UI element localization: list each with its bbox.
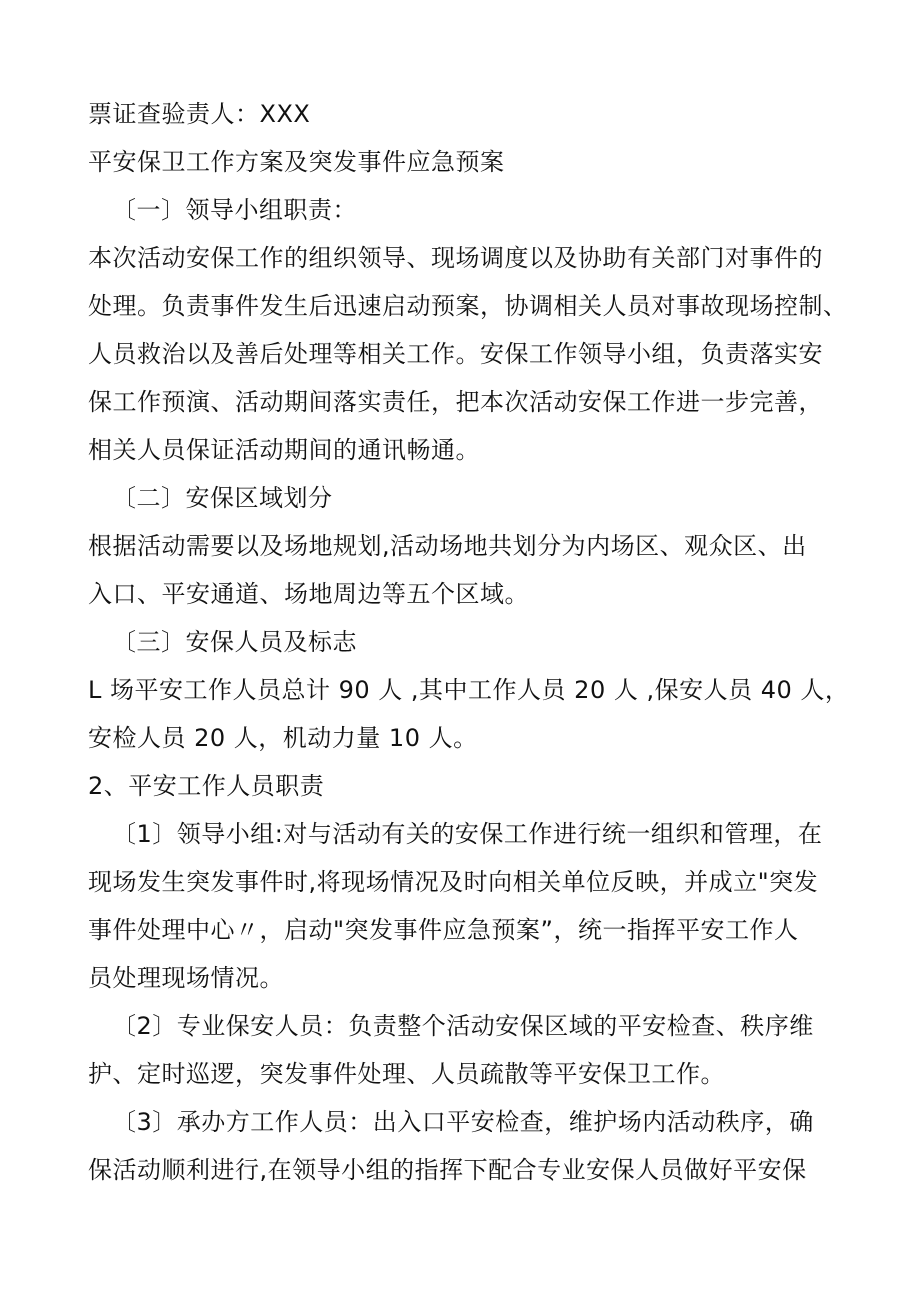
plan-title: 平安保卫工作方案及突发事件应急预案	[88, 148, 505, 176]
paragraph-line: 根据活动需要以及场地规划,活动场地共划分为内场区、观众区、出	[88, 532, 807, 560]
paragraph-line: 本次活动安保工作的组织领导、现场调度以及协助有关部门对事件的	[88, 244, 823, 272]
paragraph-line: 事件处理中心〃，启动"突发事件应急预案”，统一指挥平安工作人	[88, 916, 799, 944]
section-heading-zones: 〔二〕安保区域划分	[112, 484, 333, 512]
paragraph-line: 现场发生突发事件时,将现场情况及时向相关单位反映，并成立"突发	[88, 868, 819, 896]
paragraph-line: L 场平安工作人员总计 90 人 ,其中工作人员 20 人 ,保安人员 40 人，	[88, 676, 850, 704]
paragraph-line: 保工作预演、活动期间落实责任，把本次活动安保工作进一步完善，	[88, 388, 823, 416]
paragraph-line: 员处理现场情况。	[88, 964, 284, 992]
paragraph-line: 护、定时巡逻，突发事件处理、人员疏散等平安保卫工作。	[88, 1060, 725, 1088]
paragraph-line: 〔1〕领导小组:对与活动有关的安保工作进行统一组织和管理，在	[112, 820, 823, 848]
section-heading-duties: 2、平安工作人员职责	[88, 772, 325, 800]
paragraph-line: 〔2〕专业保安人员：负责整个活动安保区域的平安检查、秩序维	[112, 1012, 814, 1040]
paragraph-line: 入口、平安通道、场地周边等五个区域。	[88, 580, 529, 608]
paragraph-line: 相关人员保证活动期间的通讯畅通。	[88, 436, 480, 464]
paragraph-line: 保活动顺利进行,在领导小组的指挥下配合专业安保人员做好平安保	[88, 1156, 807, 1184]
ticket-inspector-line: 票证查验责人：XXX	[88, 100, 311, 128]
section-heading-leadership: 〔一〕领导小组职责：	[112, 196, 357, 224]
section-heading-personnel: 〔三〕安保人员及标志	[112, 628, 357, 656]
paragraph-line: 〔3〕承办方工作人员：出入口平安检查，维护场内活动秩序，确	[112, 1108, 814, 1136]
paragraph-line: 人员救治以及善后处理等相关工作。安保工作领导小组，负责落实安	[88, 340, 823, 368]
paragraph-line: 安检人员 20 人，机动力量 10 人。	[88, 724, 478, 752]
paragraph-line: 处理。负责事件发生后迅速启动预案，协调相关人员对事故现场控制、	[88, 292, 848, 320]
